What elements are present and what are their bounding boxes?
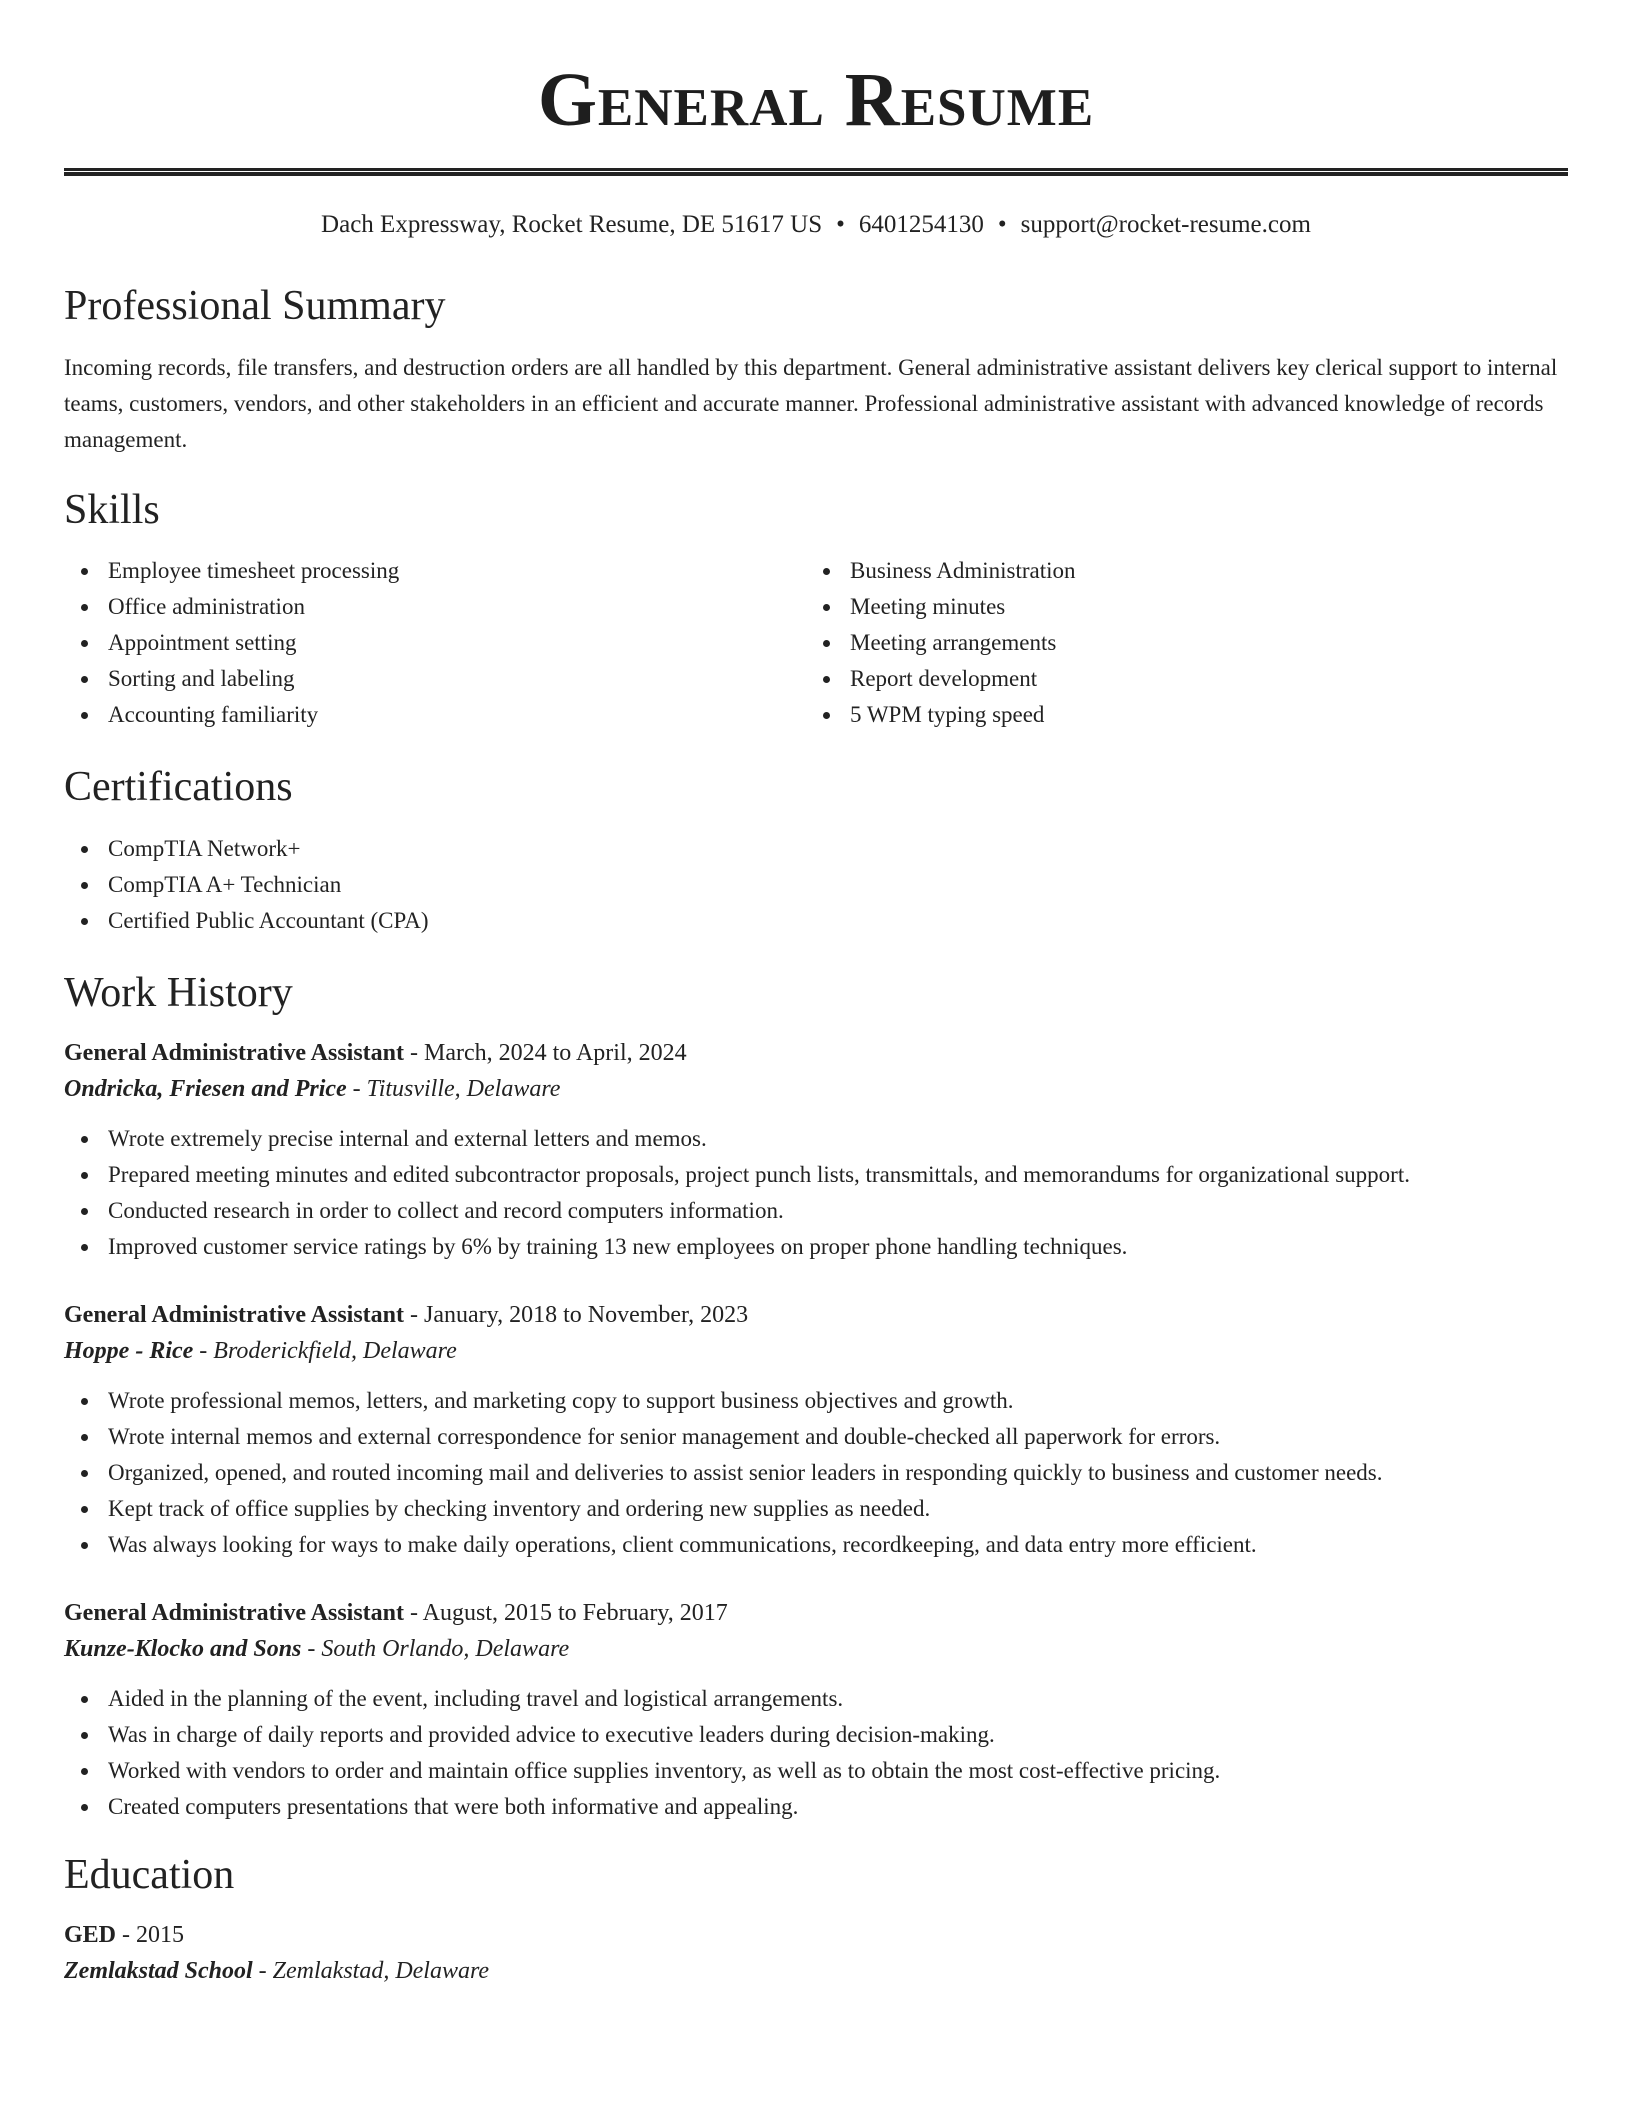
certification-item: Certified Public Accountant (CPA) [64,903,1568,939]
skill-item: Employee timesheet processing [64,553,806,589]
job-bullet: Was in charge of daily reports and provided advice to executive leaders during decision-making. [64,1717,1568,1753]
job-bullet: Wrote extremely precise internal and external letters and memos. [64,1121,1568,1157]
job-bullet: Conducted research in order to collect and record computers information. [64,1193,1568,1229]
education-heading: Education [64,1852,235,1899]
job-entry [64,1035,1568,1265]
resume-title: General Resume [537,58,1095,142]
skills-right-list [806,553,1548,733]
job-entry [64,1595,1568,1825]
education-location: - Zemlakstad, Delaware [252,1958,490,1985]
skill-item: Report development [806,661,1548,697]
job-bullets [64,1383,1568,1563]
summary-heading: Professional Summary [64,283,446,329]
job-title: General Administrative Assistant [64,1600,404,1627]
contact-separator: • [836,211,845,238]
job-company-line [64,1071,1568,1107]
job-dates: - January, 2018 to November, 2023 [404,1302,749,1329]
job-dates: - August, 2015 to February, 2017 [404,1600,728,1627]
skill-item: Accounting familiarity [64,697,806,733]
job-bullet: Wrote internal memos and external correspondence for senior management and double-checked all paperwork for errors. [64,1419,1568,1455]
skill-item: Business Administration [806,553,1548,589]
skill-item: Meeting arrangements [806,625,1548,661]
job-bullet: Was always looking for ways to make daily operations, client communications, recordkeeping, and data entry more efficient. [64,1527,1568,1563]
job-bullet: Prepared meeting minutes and edited subcontractor proposals, project punch lists, transmittals, and memorandums for organizational support. [64,1157,1568,1193]
job-bullet: Kept track of office supplies by checking inventory and ordering new supplies as needed. [64,1491,1568,1527]
job-company: Hoppe - Rice [64,1338,194,1365]
job-company-line [64,1631,1568,1667]
job-company: Kunze-Klocko and Sons [64,1636,302,1663]
summary-text: Incoming records, file transfers, and destruction orders are all handled by this department. General administrative assistant delivers key clerical support to internal teams, customers, vendors, and other stakeholders in an efficient and accurate manner. Professional administrative assistant with advanced knowledge of records management. [64,355,1558,453]
education-entry [64,1917,1568,1989]
contact-line [64,210,1568,240]
education-school-line [64,1953,1568,1989]
education-degree: GED [64,1922,117,1949]
contact-address: Dach Expressway, Rocket Resume, DE 51617 US [321,211,823,238]
skill-item: 5 WPM typing speed [806,697,1548,733]
skills-heading: Skills [64,487,160,534]
job-bullets [64,1121,1568,1265]
job-title-line [64,1297,1568,1333]
skill-item: Appointment setting [64,625,806,661]
job-bullet: Worked with vendors to order and maintain office supplies inventory, as well as to obtain the most cost-effective pricing. [64,1753,1568,1789]
job-dates: - March, 2024 to April, 2024 [404,1040,687,1067]
certification-item: CompTIA A+ Technician [64,867,1568,903]
job-location: - Titusville, Delaware [346,1076,561,1103]
job-bullets [64,1681,1568,1825]
job-title-line [64,1035,1568,1071]
title-double-rule [64,168,1568,176]
job-entry [64,1297,1568,1563]
contact-separator: • [997,211,1007,238]
certifications-heading: Certifications [64,763,293,810]
job-company: Ondricka, Friesen and Price [64,1076,347,1103]
job-title: General Administrative Assistant [64,1040,404,1067]
job-bullet: Wrote professional memos, letters, and marketing copy to support business objectives and growth. [64,1383,1568,1419]
contact-phone: 6401254130 [858,211,984,238]
job-title: General Administrative Assistant [64,1302,404,1329]
skill-item: Office administration [64,589,806,625]
work-history-heading: Work History [64,969,293,1016]
education-year: - 2015 [116,1922,185,1949]
certifications-list [64,831,1568,939]
job-company-line [64,1333,1568,1369]
job-bullet: Improved customer service ratings by 6% by training 13 new employees on proper phone handling techniques. [64,1229,1568,1265]
job-bullet: Created computers presentations that were both informative and appealing. [64,1789,1568,1825]
contact-email: support@rocket-resume.com [1020,211,1311,238]
job-bullet: Organized, opened, and routed incoming mail and deliveries to assist senior leaders in responding quickly to business and customer needs. [64,1455,1568,1491]
skills-left-list [64,553,806,733]
job-location: - South Orlando, Delaware [301,1636,570,1663]
skill-item: Sorting and labeling [64,661,806,697]
education-school: Zemlakstad School [64,1958,253,1985]
skill-item: Meeting minutes [806,589,1548,625]
job-title-line [64,1595,1568,1631]
certification-item: CompTIA Network+ [64,831,1568,867]
job-location: - Broderickfield, Delaware [193,1338,457,1365]
skills-columns [64,553,1568,733]
job-bullet: Aided in the planning of the event, including travel and logistical arrangements. [64,1681,1568,1717]
education-degree-line [64,1917,1568,1953]
